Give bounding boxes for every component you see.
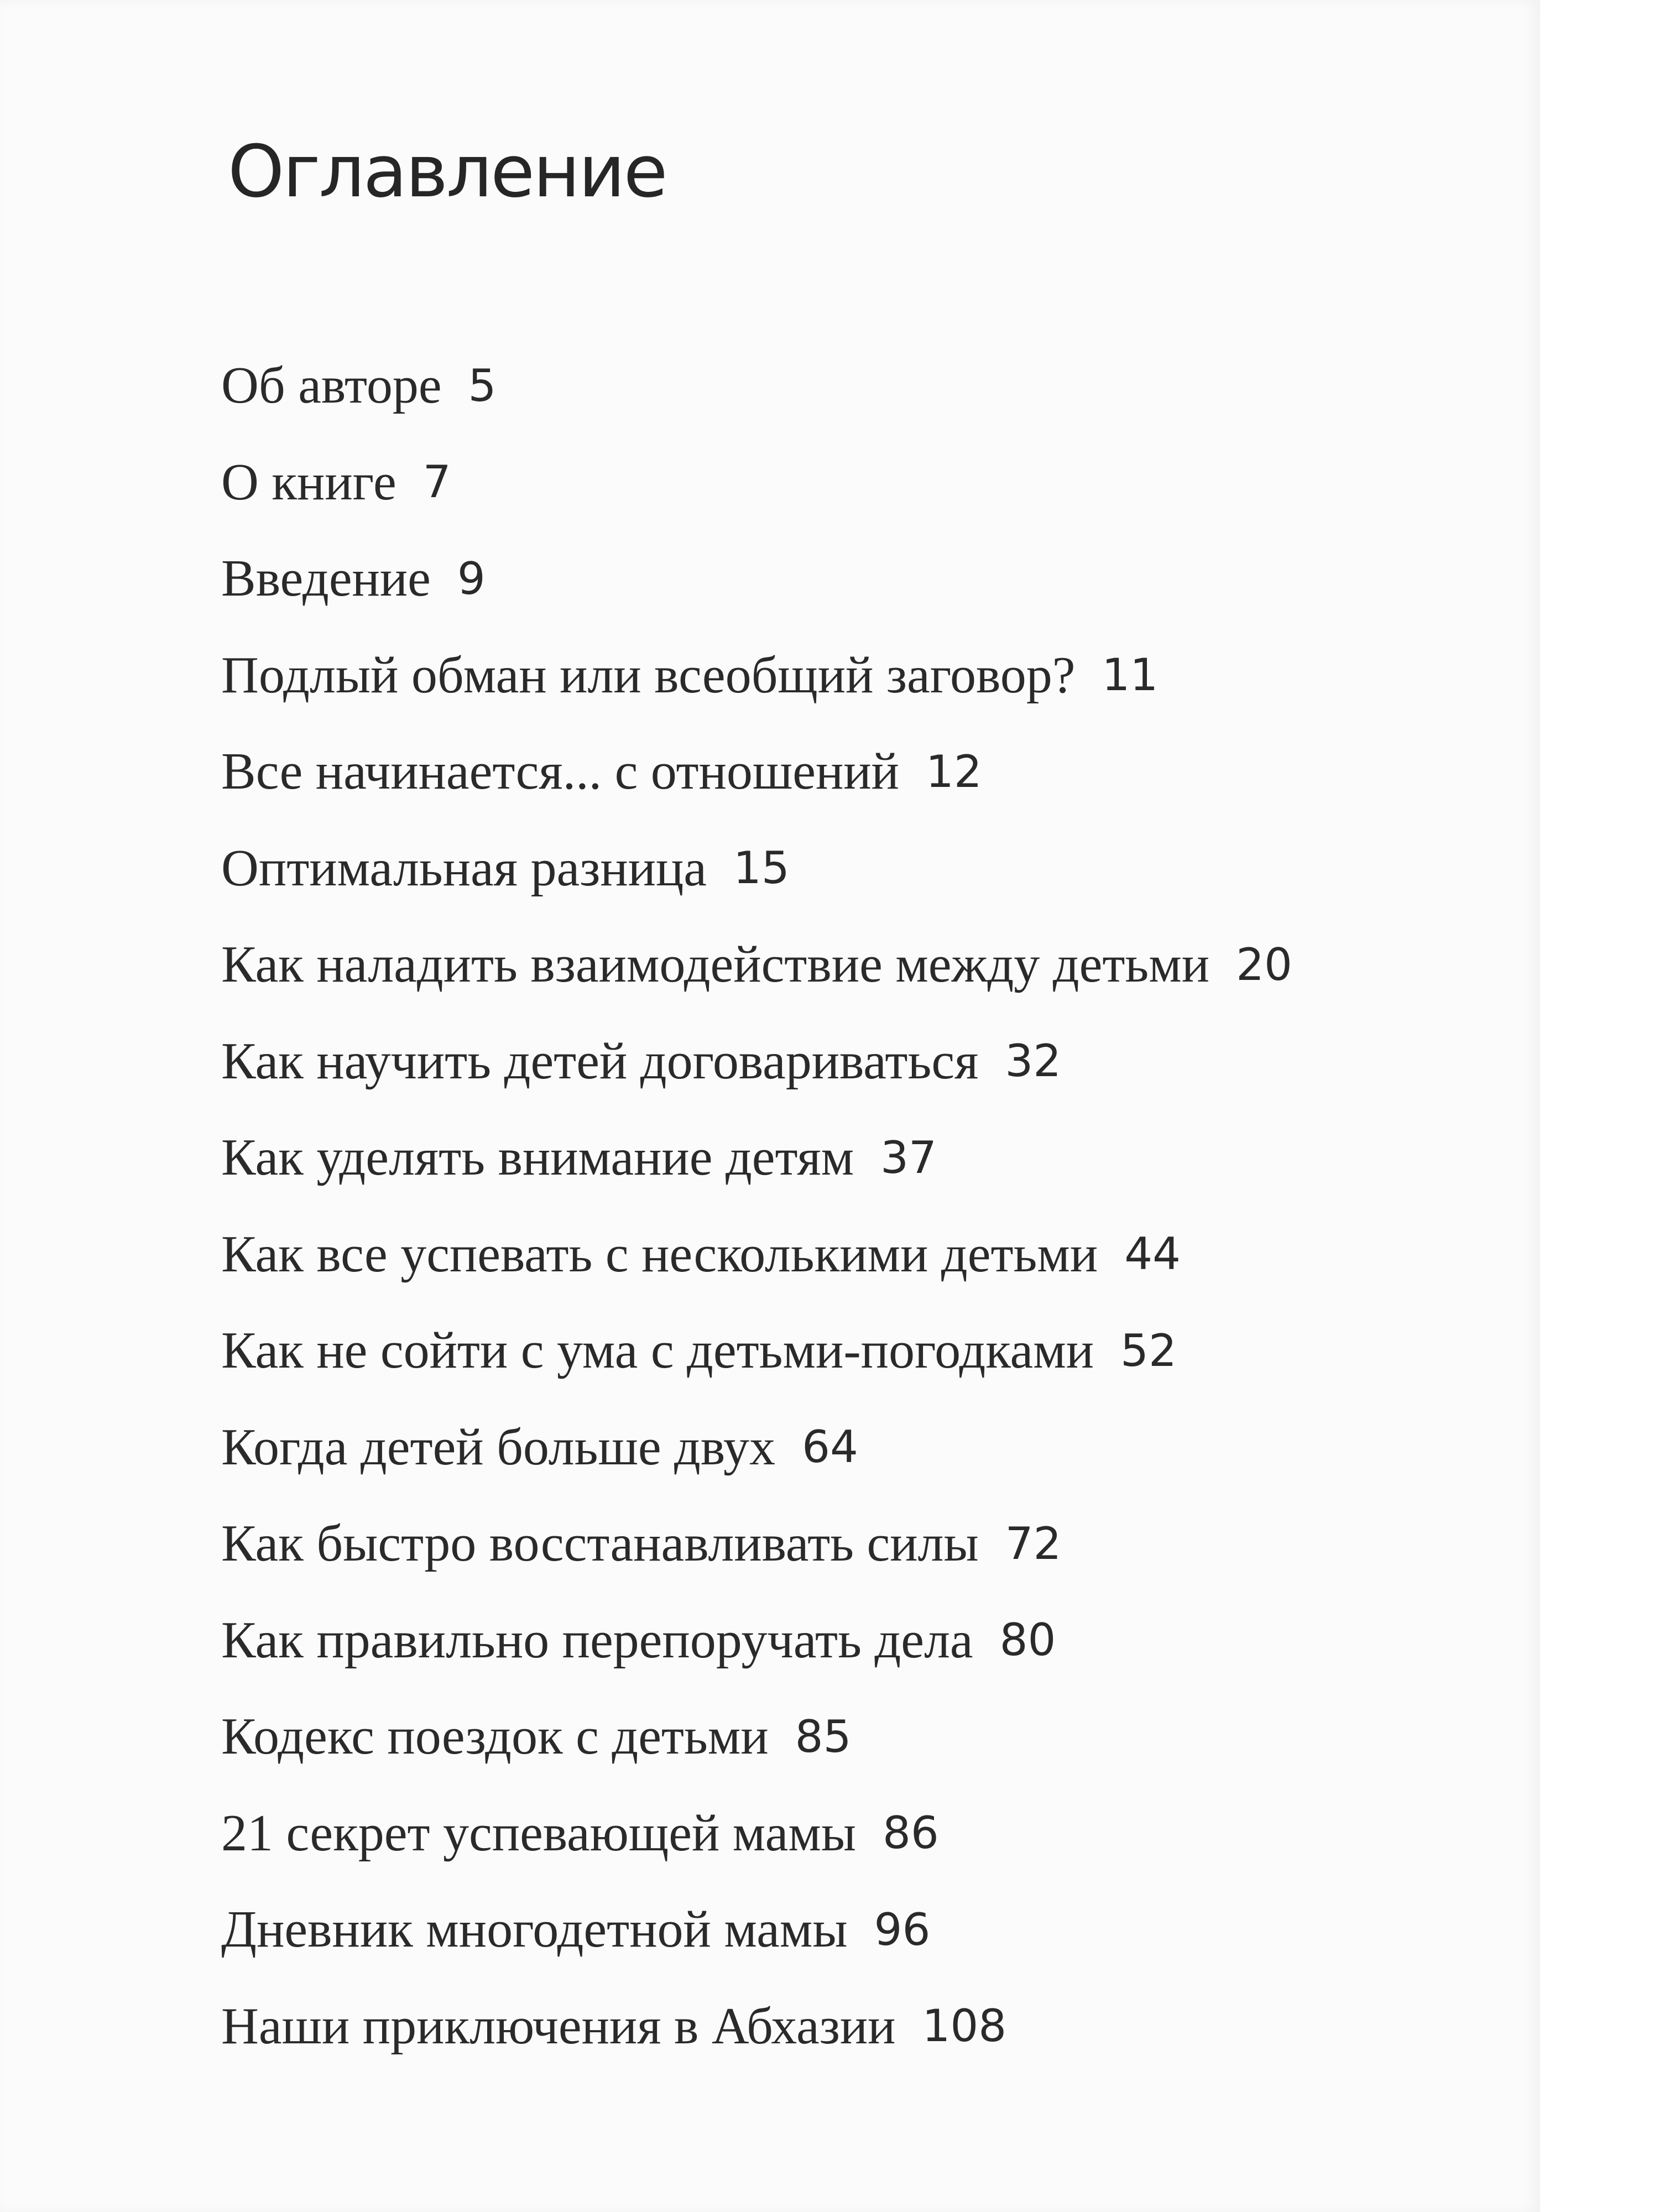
toc-entry-page: 108 xyxy=(922,2000,1007,2052)
page-margin xyxy=(1540,0,1659,2212)
toc-entry-page: 15 xyxy=(733,842,790,894)
toc-entry-page: 11 xyxy=(1102,649,1159,701)
toc-entry[interactable] xyxy=(221,1881,1493,1978)
toc-entry[interactable] xyxy=(221,820,1493,917)
toc-entry[interactable] xyxy=(221,1206,1493,1303)
toc-entry-page: 72 xyxy=(1005,1517,1062,1569)
toc-entry[interactable] xyxy=(221,1785,1493,1882)
toc-entry-page: 20 xyxy=(1236,938,1292,990)
toc-entry[interactable] xyxy=(221,1495,1493,1592)
toc-entry-page: 32 xyxy=(1005,1035,1062,1087)
toc-entry-title: Дневник многодетной мамы xyxy=(221,1901,848,1959)
toc-entry[interactable] xyxy=(221,1013,1493,1110)
toc-entry-page: 9 xyxy=(457,552,486,604)
toc-entry[interactable] xyxy=(221,916,1493,1013)
toc-entry-title: Когда детей больше двух xyxy=(221,1418,776,1476)
toc-entry-page: 12 xyxy=(925,745,982,797)
toc-entry-title: Как правильно перепоручать дела xyxy=(221,1611,973,1669)
table-of-contents xyxy=(221,337,1493,2074)
toc-entry-page: 7 xyxy=(422,456,451,508)
toc-entry-page: 5 xyxy=(468,359,497,411)
toc-entry-title: Подлый обман или всеобщий заговор? xyxy=(221,646,1076,704)
toc-entry-page: 96 xyxy=(874,1903,931,1955)
toc-entry[interactable] xyxy=(221,1399,1493,1496)
page-title: Оглавление xyxy=(228,129,666,213)
toc-entry-page: 85 xyxy=(795,1710,852,1762)
toc-entry-title: Как научить детей договариваться xyxy=(221,1032,979,1090)
toc-entry[interactable] xyxy=(221,337,1493,434)
toc-entry-title: Как уделять внимание детям xyxy=(221,1129,854,1187)
toc-entry-title: Все начинается... с отношений xyxy=(221,743,899,801)
toc-entry-title: 21 секрет успевающей мамы xyxy=(221,1804,857,1862)
toc-entry-title: Как быстро восстанавливать силы xyxy=(221,1515,979,1573)
toc-entry[interactable] xyxy=(221,1978,1493,2075)
toc-entry[interactable] xyxy=(221,723,1493,820)
toc-entry-page: 44 xyxy=(1124,1228,1181,1280)
toc-entry-title: Наши приключения в Абхазии xyxy=(221,1997,896,2055)
toc-entry-page: 64 xyxy=(802,1421,858,1473)
toc-entry-page: 86 xyxy=(883,1807,939,1859)
toc-entry-title: Кодекс поездок с детьми xyxy=(221,1708,769,1766)
toc-entry-title: Введение xyxy=(221,550,431,608)
toc-entry-title: Как не сойти с ума с детьми-погодками xyxy=(221,1322,1094,1380)
toc-entry-title: Как наладить взаимодействие между детьми xyxy=(221,936,1210,994)
toc-entry[interactable] xyxy=(221,530,1493,627)
toc-entry[interactable] xyxy=(221,627,1493,724)
toc-entry-title: Как все успевать с несколькими детьми xyxy=(221,1225,1098,1283)
toc-entry-page: 80 xyxy=(999,1614,1056,1666)
toc-entry-title: О книге xyxy=(221,453,397,511)
toc-entry[interactable] xyxy=(221,1109,1493,1206)
toc-entry-title: Оптимальная разница xyxy=(221,839,707,897)
toc-entry-page: 37 xyxy=(880,1131,937,1183)
toc-entry-title: Об авторе xyxy=(221,357,442,415)
toc-entry[interactable] xyxy=(221,1592,1493,1689)
toc-entry[interactable] xyxy=(221,1688,1493,1785)
toc-entry[interactable] xyxy=(221,434,1493,531)
toc-entry-page: 52 xyxy=(1120,1324,1177,1376)
toc-entry[interactable] xyxy=(221,1302,1493,1399)
